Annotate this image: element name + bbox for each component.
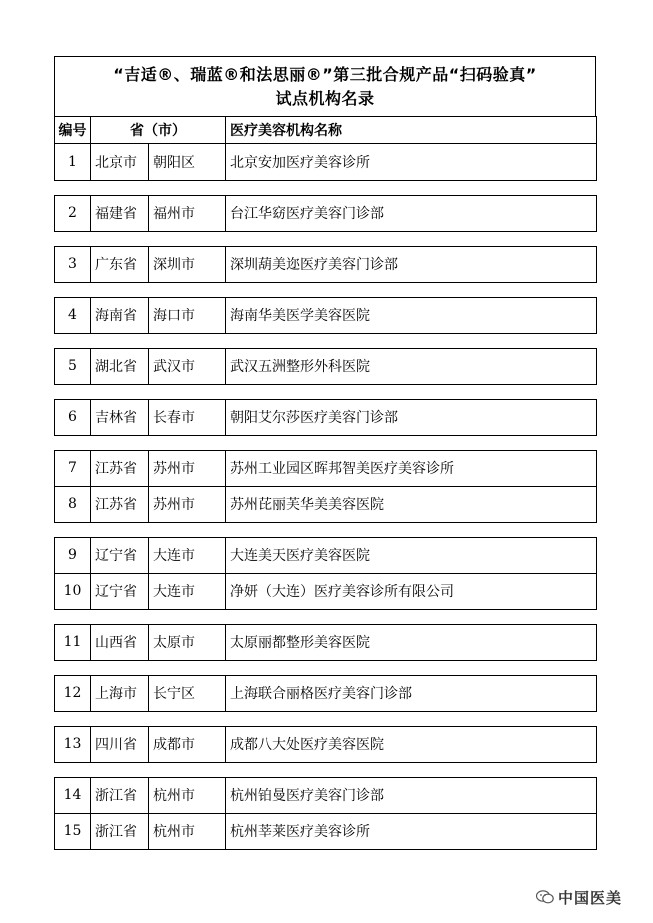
institution-list <box>54 144 596 850</box>
row-province: 浙江省 <box>91 813 149 849</box>
table-row <box>55 450 597 486</box>
row-province: 辽宁省 <box>91 573 149 609</box>
row-institution-name: 苏州芘丽芙华美美容医院 <box>226 486 597 522</box>
row-institution-name: 苏州工业园区晖邦智美医疗美容诊所 <box>226 450 597 486</box>
row-group <box>54 348 597 385</box>
row-number: 3 <box>55 246 91 282</box>
row-group <box>54 297 597 334</box>
table-row <box>55 195 597 231</box>
row-institution-name: 朝阳艾尔莎医疗美容门诊部 <box>226 399 597 435</box>
watermark <box>536 886 641 908</box>
table-header <box>54 116 597 144</box>
table-row <box>55 537 597 573</box>
row-group <box>54 777 597 850</box>
row-group <box>54 675 597 712</box>
row-city: 成都市 <box>149 726 226 762</box>
row-group <box>54 246 597 283</box>
table-row <box>55 573 597 609</box>
row-city: 太原市 <box>149 624 226 660</box>
row-group <box>54 726 597 763</box>
title-line-2: 试点机构名录 <box>275 89 375 108</box>
row-province: 上海市 <box>91 675 149 711</box>
table-row <box>55 348 597 384</box>
table-row <box>55 675 597 711</box>
row-group <box>54 399 597 436</box>
row-city: 海口市 <box>149 297 226 333</box>
wechat-icon <box>536 890 554 904</box>
document-title <box>54 56 596 116</box>
row-number: 4 <box>55 297 91 333</box>
row-institution-name: 成都八大处医疗美容医院 <box>226 726 597 762</box>
row-institution-name: 台江华窈医疗美容门诊部 <box>226 195 597 231</box>
row-province: 四川省 <box>91 726 149 762</box>
table-row <box>55 777 597 813</box>
row-city: 大连市 <box>149 573 226 609</box>
table-row <box>55 813 597 849</box>
row-group <box>54 144 597 181</box>
row-institution-name: 杭州铂曼医疗美容门诊部 <box>226 777 597 813</box>
row-province: 广东省 <box>91 246 149 282</box>
row-group <box>54 624 597 661</box>
table-row <box>55 726 597 762</box>
row-city: 深圳市 <box>149 246 226 282</box>
row-number: 5 <box>55 348 91 384</box>
row-group <box>54 537 597 610</box>
row-number: 7 <box>55 450 91 486</box>
row-city: 武汉市 <box>149 348 226 384</box>
row-institution-name: 深圳葫美迩医疗美容门诊部 <box>226 246 597 282</box>
row-institution-name: 杭州莘莱医疗美容诊所 <box>226 813 597 849</box>
table-row <box>55 246 597 282</box>
row-city: 苏州市 <box>149 450 226 486</box>
row-province: 北京市 <box>91 144 149 180</box>
table-row <box>55 399 597 435</box>
row-institution-name: 海南华美医学美容医院 <box>226 297 597 333</box>
header-row <box>55 117 597 144</box>
row-city: 福州市 <box>149 195 226 231</box>
table-row <box>55 297 597 333</box>
row-city: 杭州市 <box>149 813 226 849</box>
row-group <box>54 195 597 232</box>
row-number: 15 <box>55 813 91 849</box>
row-institution-name: 武汉五洲整形外科医院 <box>226 348 597 384</box>
row-number: 11 <box>55 624 91 660</box>
row-city: 苏州市 <box>149 486 226 522</box>
row-institution-name: 北京安加医疗美容诊所 <box>226 144 597 180</box>
row-province: 湖北省 <box>91 348 149 384</box>
row-province: 吉林省 <box>91 399 149 435</box>
row-institution-name: 大连美天医疗美容医院 <box>226 537 597 573</box>
row-number: 8 <box>55 486 91 522</box>
row-province: 辽宁省 <box>91 537 149 573</box>
row-province: 浙江省 <box>91 777 149 813</box>
row-number: 12 <box>55 675 91 711</box>
row-province: 福建省 <box>91 195 149 231</box>
table-row <box>55 624 597 660</box>
row-number: 6 <box>55 399 91 435</box>
row-number: 9 <box>55 537 91 573</box>
row-city: 长宁区 <box>149 675 226 711</box>
header-no: 编号 <box>55 117 91 144</box>
row-number: 14 <box>55 777 91 813</box>
table-row <box>55 144 597 180</box>
row-institution-name: 太原丽都整形美容医院 <box>226 624 597 660</box>
document-sheet <box>54 56 596 850</box>
header-province: 省（市） <box>91 117 226 144</box>
row-province: 海南省 <box>91 297 149 333</box>
table-row <box>55 486 597 522</box>
watermark-text: 中国医美 <box>558 888 623 907</box>
row-number: 2 <box>55 195 91 231</box>
row-city: 长春市 <box>149 399 226 435</box>
row-group <box>54 450 597 523</box>
row-city: 大连市 <box>149 537 226 573</box>
row-institution-name: 净妍（大连）医疗美容诊所有限公司 <box>226 573 597 609</box>
row-number: 1 <box>55 144 91 180</box>
header-institution: 医疗美容机构名称 <box>226 117 597 144</box>
row-city: 朝阳区 <box>149 144 226 180</box>
row-province: 江苏省 <box>91 450 149 486</box>
row-number: 10 <box>55 573 91 609</box>
row-province: 山西省 <box>91 624 149 660</box>
row-city: 杭州市 <box>149 777 226 813</box>
row-province: 江苏省 <box>91 486 149 522</box>
title-line-1: “吉适®、瑞蓝®和法思丽®”第三批合规产品“扫码验真” <box>113 65 537 84</box>
row-institution-name: 上海联合丽格医疗美容门诊部 <box>226 675 597 711</box>
row-number: 13 <box>55 726 91 762</box>
